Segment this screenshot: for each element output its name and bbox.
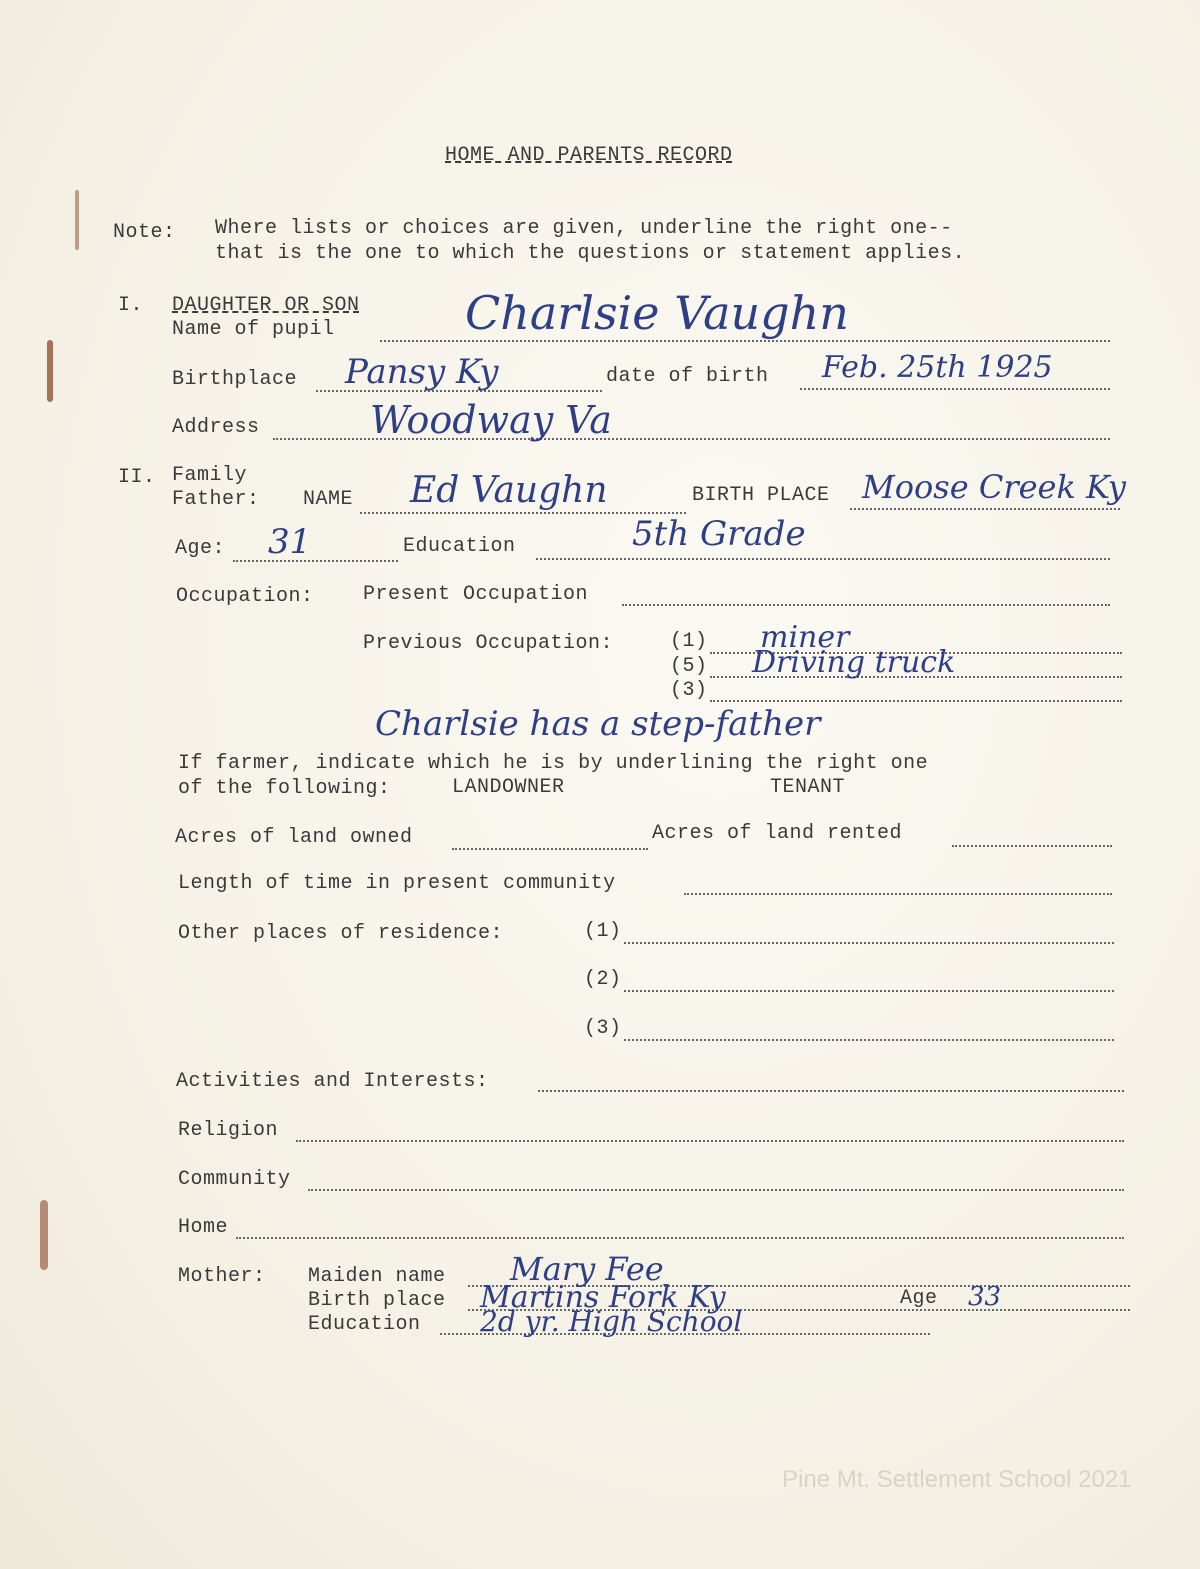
farmer-instruction-line-2: of the following: xyxy=(178,777,391,800)
acres-owned-label: Acres of land owned xyxy=(175,826,413,849)
father-label: Father: xyxy=(172,488,260,511)
previous-occupation-number-1: (1) xyxy=(670,630,708,653)
previous-occupation-line-3 xyxy=(710,700,1122,702)
residence-number-1: (1) xyxy=(584,920,622,943)
note-label: Note: xyxy=(113,221,176,244)
occupation-label: Occupation: xyxy=(176,585,314,608)
name-of-pupil-line xyxy=(380,340,1110,342)
father-education-line xyxy=(536,558,1110,560)
tenant-option: TENANT xyxy=(770,776,846,799)
father-birthplace-value: Moose Creek Ky xyxy=(862,468,1126,506)
section-1-heading: DAUGHTER OR SON xyxy=(172,294,360,317)
other-residence-label: Other places of residence: xyxy=(178,922,504,945)
mother-age-label: Age xyxy=(900,1287,938,1310)
home-line xyxy=(236,1237,1124,1239)
father-age-label: Age: xyxy=(175,537,226,560)
birthplace-label: Birthplace xyxy=(172,368,298,391)
page-title: HOME AND PARENTS RECORD xyxy=(445,144,733,167)
previous-occupation-value-1: miner xyxy=(760,620,850,655)
section-2-numeral: II. xyxy=(118,466,156,489)
rust-stain xyxy=(75,190,79,250)
acres-owned-line xyxy=(452,848,648,850)
community-label: Community xyxy=(178,1168,291,1191)
section-1-numeral: I. xyxy=(118,294,144,317)
father-name-value: Ed Vaughn xyxy=(410,470,608,511)
residence-number-3: (3) xyxy=(584,1017,622,1040)
maiden-name-label: Maiden name xyxy=(308,1265,446,1288)
father-age-line xyxy=(233,560,398,562)
residence-line-1 xyxy=(624,942,1114,944)
mother-birthplace-label: Birth place xyxy=(308,1289,446,1312)
home-label: Home xyxy=(178,1216,229,1239)
watermark: Pine Mt. Settlement School 2021 xyxy=(782,1466,1132,1493)
previous-occupation-number-3: (3) xyxy=(670,679,708,702)
family-heading: Family xyxy=(172,464,248,487)
father-birthplace-label: BIRTH PLACE xyxy=(692,484,830,507)
rust-stain xyxy=(47,340,53,402)
previous-occupation-number-2: (5) xyxy=(670,655,708,678)
acres-rented-label: Acres of land rented xyxy=(652,822,903,845)
father-education-value: 5th Grade xyxy=(632,514,806,554)
activities-line xyxy=(538,1090,1124,1092)
previous-occupation-label: Previous Occupation: xyxy=(363,632,614,655)
father-name-label: NAME xyxy=(303,488,354,511)
length-of-time-line xyxy=(684,893,1112,895)
mother-age-value: 33 xyxy=(968,1282,1002,1312)
date-of-birth-line xyxy=(800,388,1110,390)
mother-birthplace-value: Martins Fork Ky xyxy=(480,1280,726,1315)
acres-rented-line xyxy=(952,845,1112,847)
mother-label: Mother: xyxy=(178,1265,266,1288)
residence-number-2: (2) xyxy=(584,968,622,991)
previous-occupation-value-2: Driving truck xyxy=(752,645,956,680)
name-of-pupil-value: Charlsie Vaughn xyxy=(465,286,849,340)
date-of-birth-label: date of birth xyxy=(606,365,769,388)
step-father-note: Charlsie has a step-father xyxy=(375,704,821,744)
mother-education-value: 2d yr. High School xyxy=(480,1305,743,1338)
father-birthplace-line xyxy=(850,508,1120,510)
father-education-label: Education xyxy=(403,535,516,558)
note-line-1: Where lists or choices are given, underline the right one-- xyxy=(215,217,953,240)
rust-stain xyxy=(40,1200,48,1270)
maiden-name-value: Mary Fee xyxy=(510,1250,664,1288)
name-of-pupil-label: Name of pupil xyxy=(172,318,335,341)
activities-label: Activities and Interests: xyxy=(176,1070,489,1093)
religion-line xyxy=(296,1140,1124,1142)
residence-line-3 xyxy=(624,1039,1114,1041)
religion-label: Religion xyxy=(178,1119,279,1142)
farmer-instruction-line-1: If farmer, indicate which he is by underlining the right one xyxy=(178,752,929,775)
father-age-value: 31 xyxy=(268,522,312,562)
residence-line-2 xyxy=(624,990,1114,992)
community-line xyxy=(308,1189,1124,1191)
present-occupation-label: Present Occupation xyxy=(363,583,589,606)
address-value: Woodway Va xyxy=(370,398,612,442)
date-of-birth-value: Feb. 25th 1925 xyxy=(822,350,1053,385)
note-line-2: that is the one to which the questions or statement applies. xyxy=(215,242,966,265)
birthplace-value: Pansy Ky xyxy=(345,352,499,392)
mother-education-label: Education xyxy=(308,1313,421,1336)
landowner-option: LANDOWNER xyxy=(452,776,565,799)
present-occupation-line xyxy=(622,604,1110,606)
address-label: Address xyxy=(172,416,260,439)
length-of-time-label: Length of time in present community xyxy=(178,872,616,895)
